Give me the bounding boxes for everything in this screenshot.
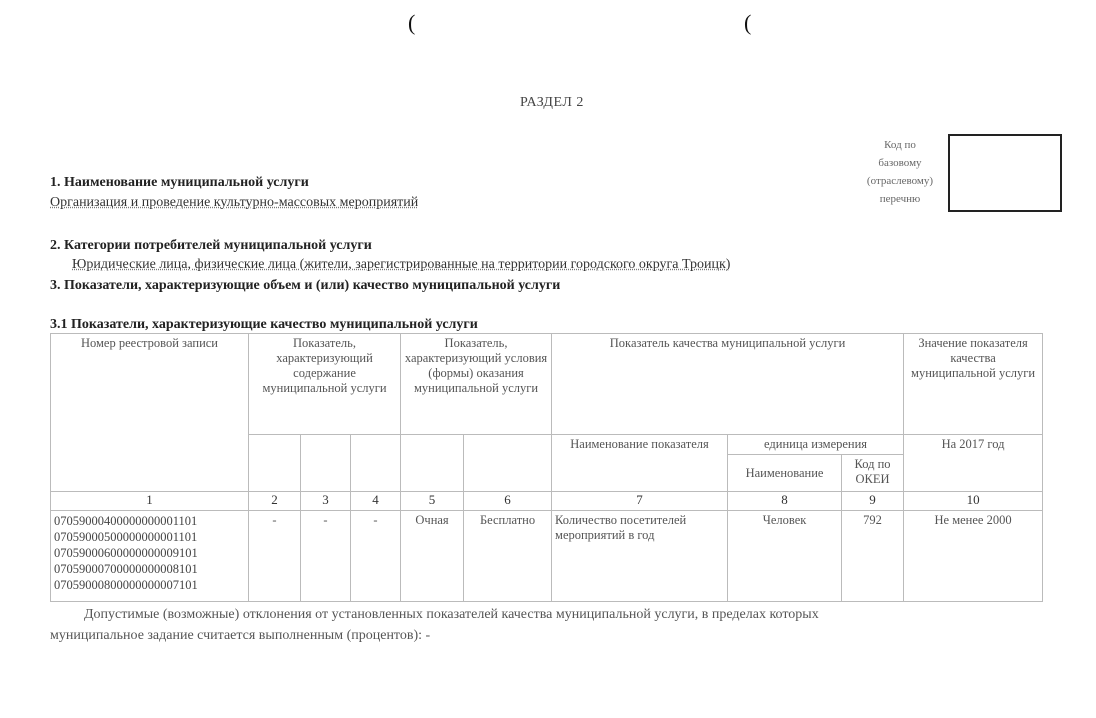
consumers-value: Юридические лица, физические лица (жители, зарегистрированные на территории городского округа Троицк): [72, 257, 731, 272]
col-num-4: 4: [351, 492, 401, 511]
header-sub-2: [249, 435, 301, 492]
registry-numbers-cell: [51, 511, 249, 602]
col-num-9: 9: [842, 492, 904, 511]
header-sub-3: [301, 435, 351, 492]
col-num-5: 5: [401, 492, 464, 511]
registry-number: 07059000600000000009101: [54, 546, 198, 560]
cell-indicator-name: Количество посетителей мероприятий в год: [552, 511, 728, 602]
code-label-line-3: (отраслевому): [866, 175, 934, 187]
col-num-1: 1: [51, 492, 249, 511]
header-value: Значение показателя качества муниципальной услуги: [904, 334, 1043, 435]
code-label-line-1: Код по: [884, 139, 916, 151]
header-unit: единица измерения: [728, 435, 904, 455]
registry-number: 07059000700000000008101: [54, 562, 198, 576]
header-okei: Код по ОКЕИ: [842, 455, 904, 492]
col-num-2: 2: [249, 492, 301, 511]
cell-content-2: -: [249, 511, 301, 602]
cell-year-value: Не менее 2000: [904, 511, 1043, 602]
header-quality: Показатель качества муниципальной услуги: [552, 334, 904, 435]
col-num-10: 10: [904, 492, 1043, 511]
registry-number: 07059000400000000001101: [54, 514, 198, 528]
service-name-value: Организация и проведение культурно-массовых мероприятий: [50, 195, 419, 210]
table-row: [51, 511, 1043, 602]
cell-content-4: -: [351, 511, 401, 602]
column-numbers-row: [51, 492, 1043, 511]
col-num-8: 8: [728, 492, 842, 511]
consumers-heading: 2. Категории потребителей муниципальной услуги: [50, 238, 372, 253]
deviation-note: [50, 604, 990, 646]
header-conditions: Показатель, характеризующий условия (формы) оказания муниципальной услуги: [401, 334, 552, 435]
cell-unit-name: Человек: [728, 511, 842, 602]
header-year: На 2017 год: [904, 435, 1043, 492]
deviation-note-line-2: муниципальное задание считается выполненным (процентов): -: [50, 628, 431, 643]
service-name-heading: 1. Наименование муниципальной услуги: [50, 175, 309, 190]
header-registry: Номер реестровой записи: [51, 334, 249, 492]
header-sub-6: [464, 435, 552, 492]
header-indicator-name: Наименование показателя: [552, 435, 728, 492]
table-header-row-1: [51, 334, 1043, 435]
scan-mark-right: (: [744, 10, 752, 35]
code-label-line-4: перечню: [879, 193, 921, 205]
col-num-3: 3: [301, 492, 351, 511]
header-content: Показатель, характеризующий содержание муниципальной услуги: [249, 334, 401, 435]
code-label: [852, 136, 948, 208]
cell-form: Очная: [401, 511, 464, 602]
code-label-line-2: базовому: [878, 157, 922, 169]
section-title: РАЗДЕЛ 2: [520, 95, 584, 110]
code-box: [948, 134, 1062, 212]
cell-okei: 792: [842, 511, 904, 602]
cell-content-3: -: [301, 511, 351, 602]
header-sub-5: [401, 435, 464, 492]
col-num-6: 6: [464, 492, 552, 511]
cell-payment: Бесплатно: [464, 511, 552, 602]
registry-number: 07059000800000000007101: [54, 578, 198, 592]
quality-heading: 3.1 Показатели, характеризующие качество муниципальной услуги: [50, 317, 478, 332]
scan-mark-left: (: [408, 10, 416, 35]
quality-table: [50, 333, 1043, 602]
header-unit-name: Наименование: [728, 455, 842, 492]
header-sub-4: [351, 435, 401, 492]
col-num-7: 7: [552, 492, 728, 511]
registry-number: 07059000500000000001101: [54, 530, 198, 544]
deviation-note-line-1: Допустимые (возможные) отклонения от установленных показателей качества муниципальной услуги, в пределах которых: [84, 607, 819, 622]
indicators-heading: 3. Показатели, характеризующие объем и (или) качество муниципальной услуги: [50, 278, 561, 293]
